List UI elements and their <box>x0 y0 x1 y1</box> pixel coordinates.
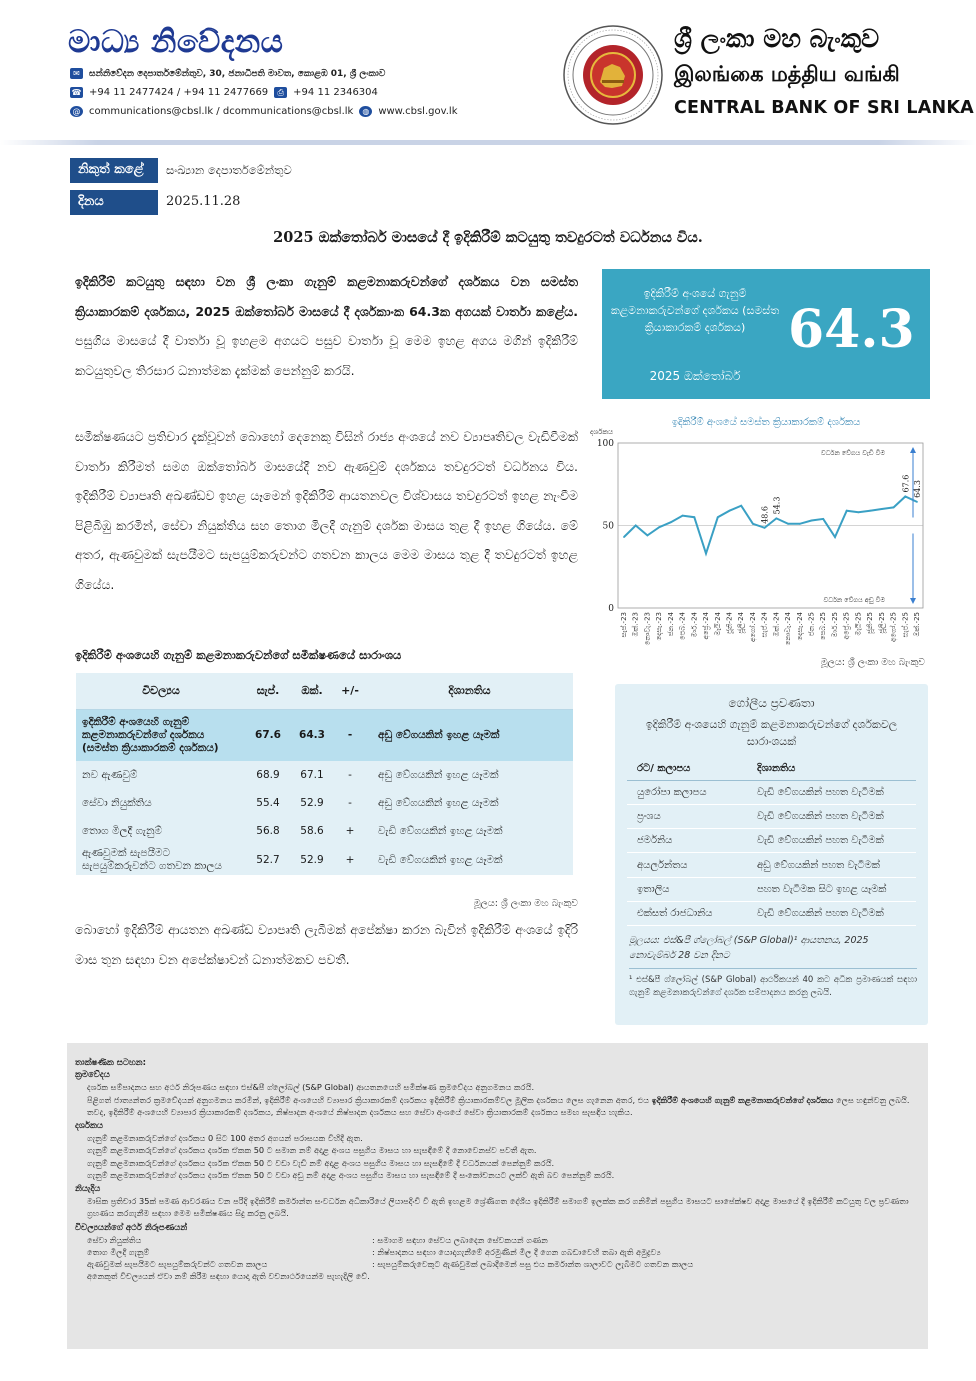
x-tick-label: පෙබ.-24 <box>678 612 687 641</box>
index-text-3: ගැනුම් කළමනාකරුවන්ගේ දර්ශකය දර්ශක ඒකක 50 ට වඩා වැඩි නම් අදාළ අංශය පසුගිය මාසය හා සැසඳීමේ දී වර්ධනයක් පෙන්නුම් කරයි. <box>87 1157 555 1168</box>
pmi-line-chart <box>588 428 933 658</box>
data-point <box>846 510 848 512</box>
phone-line <box>70 87 378 98</box>
row-oct: 67.1 <box>300 769 324 781</box>
data-point <box>705 553 707 555</box>
global-trends-footnote: ¹ එස්&පී ග්ලෝබල් (S&P Global) ආර්ථිකයන් 40 කට අධික ප්‍රමාණයක් සඳහා ගැනුම් කළමනාකරුවන්ගේ දර්ශක සම්පාදනය කරනු ලබයි. <box>629 975 917 998</box>
annotation-upper: වර්ධන වේගය වැඩි වීම <box>821 449 885 457</box>
row-region: ජර්මනිය <box>627 829 747 853</box>
data-point <box>740 505 742 507</box>
sample-heading: නියැදිය <box>75 1184 101 1195</box>
x-tick-label: ජූලි-25 <box>877 612 886 634</box>
x-tick-label: සැප්.-24 <box>760 612 769 638</box>
data-point <box>916 501 918 503</box>
row-variable: නව ඇණවුම් <box>82 768 138 781</box>
data-point <box>834 536 836 538</box>
data-point <box>904 496 906 498</box>
row-variable: ඉදිකිරීම් අංශයෙහි ගැනුම් කළමනාකරුවන්ගේ දර්ශකය (සමස්ත ක්‍රියාකාරකම් දර්ශකය) <box>76 709 246 761</box>
chart-title: ඉදිකිරීම් අංශයේ සමස්ත ක්‍රියාකාරකම් දර්ශකය <box>671 417 861 428</box>
methodology-text-2a: පිළිගත් ජාත්‍යන්තර ක්‍රමවේදයන් අනුගමනය කරමින්, ඉදිකිරීම් අංශයෙහි ව්‍යාපාර ක්‍රියාකාරකම් දර්ශකය ඉදිකිරීම් ක්‍රියාකාරකම්වල මූලික දර්ශකය ලෙස ගැනෙන අතර, එය <box>87 1094 652 1105</box>
x-tick-label: මැයි-24 <box>713 612 722 636</box>
row-sep: 56.8 <box>256 825 280 837</box>
col-header-change: +/- <box>334 673 366 709</box>
table-row <box>627 877 916 901</box>
table-row <box>627 901 916 925</box>
press-release-title: මාධ්‍ය නිවේදනය <box>68 24 284 60</box>
paragraph-3: බොහෝ ඉදිකිරීම් ආයතන අඛණ්ඩ ව්‍යාපෘති ලැබීමක් අපේක්ෂා කරන බැවින් ඉදිකිරීම් අංශයේ ඉදිරි මාස තුන සඳහා වන අපේක්ෂාවන් ධනාත්මකව පවතී. <box>75 922 578 967</box>
headline-index-label: ඉදිකිරීම් අංශයේ ගැනුම් කළමනාකරුවන්ගේ දර්ශකය (සමස්ත ක්‍රියාකාරකම් දර්ශකය) <box>610 287 780 334</box>
table-row <box>76 789 573 817</box>
paragraph-1-rest: පසුගිය මාසයේ දී වාර්තා වූ ඉහළම අගයට පසුව වාර්තා වූ මෙම ඉහළ අගය මගින් ඉදිකිරීම් කටයුතුවල තිරසාර ධනාත්මක දැක්මක් පෙන්නුම් කරයි. <box>75 333 578 378</box>
fax-icon: ⎙ <box>274 87 287 98</box>
row-direction: අඩු වේගයකින් ඉහළ යෑමක් <box>378 796 499 809</box>
row-sep: 68.9 <box>256 769 280 781</box>
methodology-text-2 <box>75 1094 916 1118</box>
date-label: දිනය <box>70 190 158 215</box>
variable-def: : නිෂ්පාදනය සඳහා යොදාගැනීමේ අරමුණින් මිල දී ගෙන ගබඩාවෙහි තබා ඇති අමුද්‍රව්‍ය <box>372 1247 661 1258</box>
variable-term: ඇණවුමක් සැපයීමට සැපයුම්කරුවන්ට ගතවන කාලය <box>87 1259 268 1270</box>
data-point <box>717 516 719 518</box>
row-oct: 52.9 <box>300 797 324 809</box>
data-point <box>858 511 860 513</box>
x-tick-label: දෙසැ.-23 <box>655 612 664 641</box>
global-trends-table <box>627 758 916 926</box>
website-link[interactable]: www.cbsl.gov.lk <box>378 106 458 117</box>
data-point <box>811 520 813 522</box>
x-tick-label: නොවැ.-23 <box>643 612 652 646</box>
row-change: + <box>345 854 355 866</box>
row-direction: වැඩි වේගයකින් ඉහළ යෑමක් <box>378 853 503 866</box>
variable-definition <box>75 1234 916 1246</box>
row-oct: 58.6 <box>300 825 324 837</box>
row-sep: 55.4 <box>256 797 280 809</box>
row-direction: වැඩි වේගයකින් පහත වැටීමක් <box>747 804 916 828</box>
row-direction: වැඩි වේගයකින් පහත වැටීමක් <box>747 780 916 804</box>
row-region: එක්සත් රාජධානිය <box>627 901 747 925</box>
variables-note: අනෙකුත් විචල්‍යයන් ඒවා නම් කිරීම සඳහා යොදා ඇති වචනාර්ථයෙන්ම පැහැදිලි වේ. <box>87 1271 370 1282</box>
col-header-direction: දිශානතිය <box>366 673 573 709</box>
series-line <box>624 497 917 554</box>
data-point <box>658 526 660 528</box>
globe-icon: ◍ <box>359 106 372 117</box>
x-tick-label: අප්‍රේ.-25 <box>842 612 851 640</box>
index-text-2: ගැනුම් කළමනාකරුවන්ගේ දර්ශකය දර්ශක ඒකක 50 ට සමාන නම් අදාළ අංශය පසුගිය මාසය හා සැසඳීමේ දී නොවෙනස්ව පවතී ඇත. <box>87 1145 537 1156</box>
row-region: ඉතාලිය <box>627 877 747 901</box>
row-change: - <box>334 709 366 761</box>
index-heading: දර්ශකය <box>75 1121 103 1132</box>
data-point <box>729 510 731 512</box>
down-arrow-icon <box>910 598 916 604</box>
x-tick-label: අප්‍රේ.-24 <box>702 612 711 640</box>
methodology-heading: ක්‍රමවේදය <box>75 1070 110 1081</box>
x-tick-label: ජන.-25 <box>807 612 816 637</box>
headline-index-box <box>602 269 930 399</box>
row-direction: අඩු වේගයකින් පහත වැටීමක් <box>747 853 916 877</box>
sample-text: මාසික ප්‍රතිචාර 35ක් පමණ ආවරණය වන පරිදි ඉදිකිරීම් කර්මාන්ත සංවර්ධන අධිකාරියේ ලියාපදිංචි වී ඇති ඉහළම ශ්‍රේණිගත දේශීය ඉදිකිරීම් සමාගම් ඉලක්ක කර ගනිමින් පසුගිය මාසයට සාපේක්ෂව අදාළ මාසයේ දී ඉදිකිරීම් කටයුතු වල ප්‍රවණතා ග්‍රහණය කරගැනීම සඳහා මෙම සමීක්ෂණය සිදු කරනු ලබයි. <box>87 1196 909 1219</box>
date-value: 2025.11.28 <box>166 194 241 209</box>
data-point <box>647 535 649 537</box>
table-row <box>76 845 573 875</box>
headline-index-period: 2025 ඔක්තෝබර් <box>649 369 741 383</box>
bank-name-english: CENTRAL BANK OF SRI LANKA <box>674 98 974 118</box>
address-line <box>70 68 385 79</box>
row-variable: සේවා නියුක්තිය <box>82 796 152 809</box>
variable-def: : සමාගම සඳහා සේවය ලබාදෙන සේවකයන් ගණන <box>372 1234 548 1245</box>
data-point <box>670 521 672 523</box>
x-tick-label: ඔක්.-25 <box>913 612 921 637</box>
row-direction: පහත වැටීමක සිට ඉහළ යෑමක් <box>747 877 916 901</box>
at-icon: @ <box>70 106 83 117</box>
data-point <box>893 506 895 508</box>
data-point <box>869 510 871 512</box>
fax-number: +94 11 2346304 <box>293 87 378 98</box>
header-divider <box>0 140 976 145</box>
annotation-lower: වර්ධන වේගය අඩු වීම <box>823 596 885 604</box>
y-tick-label: 50 <box>602 521 614 532</box>
headline-index-value: 64.3 <box>788 299 915 360</box>
row-oct: 52.9 <box>300 854 324 866</box>
chart-source: මූලය: ශ්‍රී ලංකා මහ බැංකුව <box>820 657 925 668</box>
address-text: සන්නිවේදන දෙපාර්තමේන්තුව, 30, ජනාධිපති මාවත, කොළඹ 01, ශ්‍රී ලංකාව <box>89 68 386 79</box>
x-tick-label: මාර්.-25 <box>830 612 839 638</box>
x-tick-label: අගෝ.-25 <box>889 612 898 643</box>
x-tick-label: ජූනි-24 <box>725 612 734 634</box>
variable-definition <box>75 1258 916 1270</box>
x-tick-label: ඔක්.-24 <box>772 612 781 637</box>
global-trends-title: ගෝලීය ප්‍රවණතා <box>728 696 815 710</box>
variables-heading: විචල්‍යයන්ගේ අර්ථ නිරූපණයන් <box>75 1222 188 1233</box>
global-trends-source: මූලයය: එස්&පී ග්ලෝබල් (S&P Global)¹ ආයතනය, 2025 නොවැම්බර් 28 වන දිනට <box>629 935 869 961</box>
phone-icon: ☎ <box>71 88 82 97</box>
table-row <box>627 804 916 828</box>
bank-name-tamil: இலங்கை மத்திய வங்கி <box>674 62 900 86</box>
data-label: 67.6 <box>901 474 911 493</box>
row-sep: 67.6 <box>246 709 290 761</box>
data-point <box>623 536 625 538</box>
mail-icon: ✉ <box>70 68 83 79</box>
global-trends-box <box>615 684 928 1025</box>
issued-by-label: නිකුත් කළේ <box>70 158 158 183</box>
y-tick-label: 0 <box>608 604 614 614</box>
index-text-1: ගැනුම් කළමනාකරුවන්ගේ දර්ශකය 0 සිට 100 අතර අගයන් පරාසයක විහිදී ඇත. <box>87 1133 363 1144</box>
data-point <box>881 508 883 510</box>
phone-numbers: +94 11 2477424 / +94 11 2477669 <box>89 87 269 98</box>
x-tick-label: ජූලි-24 <box>737 612 746 634</box>
x-tick-label: සැප්.-23 <box>620 612 628 638</box>
row-direction: වැඩි වේගයකින් පහත වැටීමක් <box>747 829 916 853</box>
data-point <box>822 518 824 520</box>
variable-def: : සැපයුම්කරුවෙකුට ඇණවුමක් ලබාදීමෙන් පසු එය කර්මාන්ත ශාලාවට ලැබීමට ගතවන කාලය <box>372 1259 694 1270</box>
row-direction: වැඩි වේගයකින් ඉහළ යෑමක් <box>378 824 503 837</box>
variable-definition <box>75 1246 916 1258</box>
table-source: මූලය: ශ්‍රී ලංකා මහ බැංකුව <box>473 898 578 909</box>
issued-by-value: සංඛ්‍යාන දෙපාර්තමේන්තුව <box>166 163 292 177</box>
row-region: යුරෝපා කලාපය <box>627 780 747 804</box>
table-row <box>627 780 916 804</box>
data-point <box>693 516 695 518</box>
row-change: - <box>348 769 352 781</box>
row-variable: ඇණවුමක් සැපයීමට සැපයුම්කරුවන්ට ගතවන කාලය <box>82 847 222 872</box>
col-header-variable: විචල්‍යය <box>76 673 246 709</box>
y-axis-label: දර්ශකය <box>590 428 614 436</box>
x-tick-label: ඔක්.-23 <box>631 612 640 637</box>
table-row <box>76 709 573 761</box>
data-point <box>682 515 684 517</box>
y-tick-label: 100 <box>596 439 614 449</box>
row-direction: අඩු වේගයකින් ඉහළ යෑමක් <box>366 709 573 761</box>
summary-table-title: ඉදිකිරීම් අංශයෙහි ගැනුම් කළමනාකරුවන්ගේ සමීක්ෂණයේ සාරාංශය <box>75 648 402 662</box>
up-arrow-icon <box>910 447 916 453</box>
data-label: 48.6 <box>760 505 770 524</box>
data-point <box>752 523 754 525</box>
table-row <box>627 829 916 853</box>
row-direction: වැඩි වේගයකින් පහත වැටීමක් <box>747 901 916 925</box>
paragraph-1 <box>75 267 578 385</box>
summary-table <box>76 673 573 875</box>
tech-heading: තාක්ෂණික සටහන: <box>75 1058 146 1068</box>
x-tick-label: නොවැ.-24 <box>784 612 793 646</box>
data-point <box>764 527 766 529</box>
table-row <box>627 853 916 877</box>
x-tick-label: දෙසැ.-24 <box>795 612 804 641</box>
bank-name-sinhala: ශ්‍රී ලංකා මහ බැංකුව <box>674 24 880 53</box>
x-tick-label: සැප්.-25 <box>901 612 910 638</box>
col-header-sep: සැප්. <box>246 673 290 709</box>
table-row <box>76 761 573 789</box>
row-region: ප්‍රංශය <box>627 804 747 828</box>
index-text-4: ගැනුම් කළමනාකරුවන්ගේ දර්ශකය දර්ශක ඒකක 50 ට වඩා අඩු නම් අදාළ අංශය පසුගිය මාසය හා සැසඳීමේ දී සංකෝචනයට ලක්වී ඇති බව පෙන්නුම් කරයි. <box>87 1169 615 1180</box>
x-tick-label: මාර්.-24 <box>690 612 699 638</box>
variable-term: සේවා නියුක්තිය <box>87 1234 142 1245</box>
release-headline: 2025 ඔක්තෝබර් මාසයේ දී ඉදිකිරීම් කටයුතු තවදුරටත් වර්ධනය විය. <box>273 229 703 246</box>
row-sep: 52.7 <box>256 854 280 866</box>
methodology-text-1: දර්ශක සම්පාදනය සහ අර්ථ නිරූපණය සඳහා එස්&පී ග්ලෝබල් (S&P Global) ආයතනයෙහි සමීක්ෂණ ක්‍රමවේදය අනුගමනය කරයි. <box>87 1082 535 1093</box>
data-point <box>799 523 801 525</box>
row-oct: 64.3 <box>290 709 334 761</box>
row-variable: තොග මිලදී ගැනුම් <box>82 824 163 837</box>
row-direction: අඩු වේගයකින් ඉහළ යෑමක් <box>378 768 499 781</box>
global-trends-divider <box>629 968 917 969</box>
row-change: + <box>345 825 355 837</box>
x-tick-label: අගෝ.-24 <box>748 612 757 643</box>
data-label: 54.3 <box>772 496 782 515</box>
table-row <box>76 817 573 845</box>
paragraph-2: සමීක්ෂණයට ප්‍රතිචාර දැක්වූවන් බොහෝ දෙනෙකු විසින් රාජ්‍ය අංශයේ නව ව්‍යාපෘතිවල වැඩිවීමක් වාර්තා කිරීමත් සමග ඔක්තෝබර් මාසයේදී නව ඇණවුම් දර්ශකය තවදුරටත් වර්ධනය විය. ඉදිකිරීම් ව්‍යාපෘති අඛණ්ඩව ඉහළ යෑමෙන් ඉදිකිරීම් ආයතනවල විශ්වාසය තවදුරටත් ඉහළ නැංවීම පිළිබිඹු කරමින්, සේවා නියුක්තිය සහ තොග මිලදී ගැනුම් දර්ශක මාසය තුළ දී ඉහළ ගියේය. මේ අතර, ඇණවුමක් සැපයීමට සැපයුම්කරුවන්ට ගතවන කාලය මෙම මාසය තුළ දී තවදුරටත් ඉහළ ගියේය. <box>75 429 578 592</box>
email-addresses[interactable]: communications@cbsl.lk / dcommunications@cbsl.lk <box>89 106 354 117</box>
methodology-text-2b: ඉදිකිරීම් අංශයෙහි ගැනුම් කළමනාකරුවන්ගේ දර්ශකය <box>651 1094 834 1105</box>
data-point <box>635 525 637 527</box>
x-tick-label: ජන.-24 <box>666 612 675 637</box>
data-point <box>787 523 789 525</box>
variable-term: තොග මිලදී ගැනුම් <box>87 1247 150 1258</box>
email-line <box>70 106 458 117</box>
col-header-region: රට/ කලාපය <box>627 758 747 780</box>
global-trends-subtitle: ඉදිකිරීම් අංශයෙහි ගැනුම් කළමනාකරුවන්ගේ දර්ශකවල සාරාංශයක් <box>645 718 898 748</box>
col-header-direction: දිශානතිය <box>747 758 916 780</box>
data-label: 64.3 <box>913 480 922 498</box>
x-tick-label: ජූනි-25 <box>866 612 875 634</box>
col-header-oct: ඔක්. <box>290 673 334 709</box>
paragraph-1-lead: ඉදිකිරීම් කටයුතු සඳහා වන ශ්‍රී ලංකා ගැනුම් කළමනාකරුවන්ගේ දර්ශකය වන සමස්ත ක්‍රියාකාරකම් දර්ශකය, 2025 ඔක්තෝබර් මාසයේ දී දර්ශකාංක 64.3ක අගයක් වාර්තා කළේය. <box>75 274 578 319</box>
methodology-text-2c: ලෙස හඳුන්වනු ලබයි. තවද, ඉදිකිරීම් අංශයෙහි ව්‍යාපාර ක්‍රියාකාරකම් දර්ශකය, නිෂ්පාදන අංශයේ නිෂ්පාදන දර්ශකය සහ සේවා අංශයේ සේවා ක්‍රියාකාරකම් දර්ශකය සමඟ සැසඳිය හැකිය. <box>87 1094 910 1117</box>
technical-notes <box>67 1043 928 1349</box>
cbsl-seal-logo <box>562 24 664 126</box>
row-change: - <box>348 797 352 809</box>
row-region: අයර්ලන්තය <box>627 853 747 877</box>
data-point <box>775 518 777 520</box>
x-tick-label: මැයි-25 <box>854 612 863 636</box>
x-tick-label: පෙබ.-25 <box>819 612 828 641</box>
